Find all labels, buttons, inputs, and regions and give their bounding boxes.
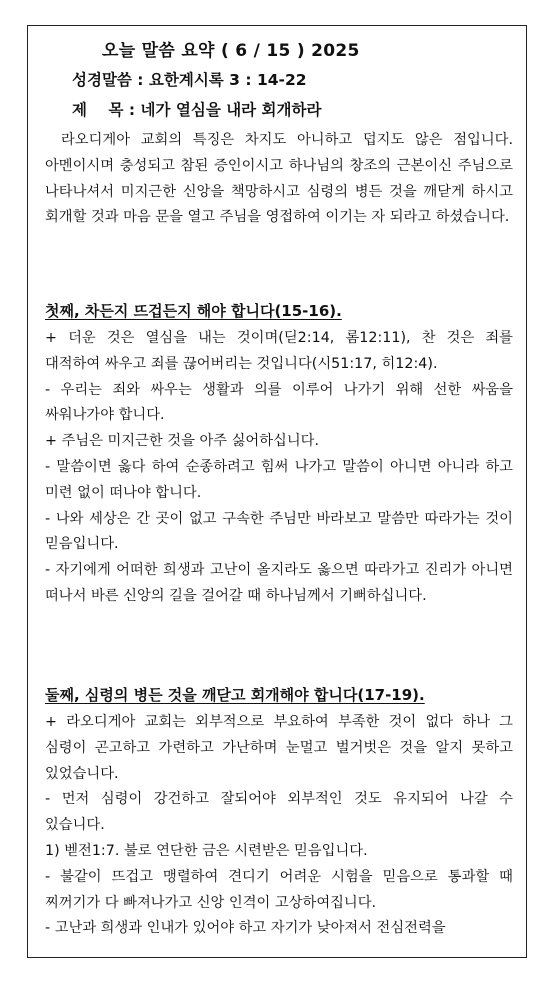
- section-2-line: 1) 벧전1:7. 불로 연단한 금은 시련받은 믿음입니다.: [45, 842, 368, 859]
- subject-label: 제 목: [72, 101, 124, 119]
- section-2-line: - 불같이 뜨겁고 맹렬하여 견디기 어려운 시험을 믿음으로 통과할 때 찌꺼기가 다 빠져나가고 신앙 인격이 고상하여집니다.: [45, 868, 513, 911]
- page-title: 오늘 말씀 요약 ( 6 / 15 ) 2025: [102, 41, 360, 61]
- section-2-line: - 고난과 희생과 인내가 있어야 하고 자기가 낮아져서 전심전력을: [45, 920, 446, 937]
- section-2-line: + 라오디게아 교회는 외부적으로 부요하여 부족한 것이 없다 하나 그 심령이 곤고하고 가련하고 가난하며 눈멀고 벌거벗은 것을 알지 못하고 있었습니다.: [45, 714, 513, 782]
- section-body-2: [45, 710, 513, 942]
- section-1-line: - 자기에게 어떠한 희생과 고난이 올지라도 옳으면 따라가고 진리가 아니면 떠나서 바른 신앙의 길을 걸어갈 때 하나님께서 기뻐하십니다.: [45, 562, 513, 604]
- section-1-line: + 주님은 미지근한 것을 아주 싫어하십니다.: [45, 433, 320, 450]
- section-heading-1: 첫째, 차든지 뜨겁든지 해야 합니다(15-16).: [45, 302, 342, 320]
- section-1-line: - 말씀이면 옳다 하여 순종하려고 힘써 나가고 말씀이 아니면 아니라 하고 미련 없이 떠나야 합니다.: [45, 458, 513, 501]
- section-1-line: + 더운 것은 열심을 내는 것이며(딛2:14, 롬12:11), 찬 것은 죄를 대적하여 싸우고 죄를 끊어버리는 것입니다(시51:17, 히12:4).: [45, 330, 513, 372]
- scripture-reference: [72, 68, 307, 90]
- section-heading-2: 둘째, 심령의 병든 것을 깨닫고 회개해야 합니다(17-19).: [45, 686, 425, 704]
- section-1-line: - 우리는 죄와 싸우는 생활과 의를 이루어 나가기 위해 선한 싸움을 싸워나가야 합니다.: [45, 381, 513, 424]
- intro-paragraph: 라오디게아 교회의 특징은 차지도 아니하고 덥지도 않은 점입니다. 아멘이시며 충성되고 참된 증인이시고 하나님의 창조의 근본이신 주님으로 나타나셔서 미지근한 신앙을 책망하시고 심령의 병든 것을 깨닫게 하시고 회개할 것과 마음 문을 열고 주님을 영접하여 이기는 자 되라고 하셨습니다.: [45, 132, 513, 226]
- subject-separator: :: [123, 101, 141, 119]
- subject-value: 네가 열심을 내라 회개하라: [140, 101, 322, 119]
- scripture-separator: :: [131, 71, 149, 89]
- sermon-subject: [72, 98, 321, 120]
- section-1-line: - 나와 세상은 간 곳이 없고 구속한 주님만 바라보고 말씀만 따라가는 것이 믿음입니다.: [45, 510, 513, 553]
- section-body-1: [45, 326, 513, 610]
- scripture-value: 요한계시록 3 : 14-22: [148, 71, 307, 89]
- scripture-label: 성경말씀: [72, 71, 132, 89]
- sermon-summary-box: [27, 25, 527, 958]
- section-2-line: - 먼저 심령이 강건하고 잘되어야 외부적인 것도 유지되어 나갈 수 있습니다.: [45, 791, 513, 834]
